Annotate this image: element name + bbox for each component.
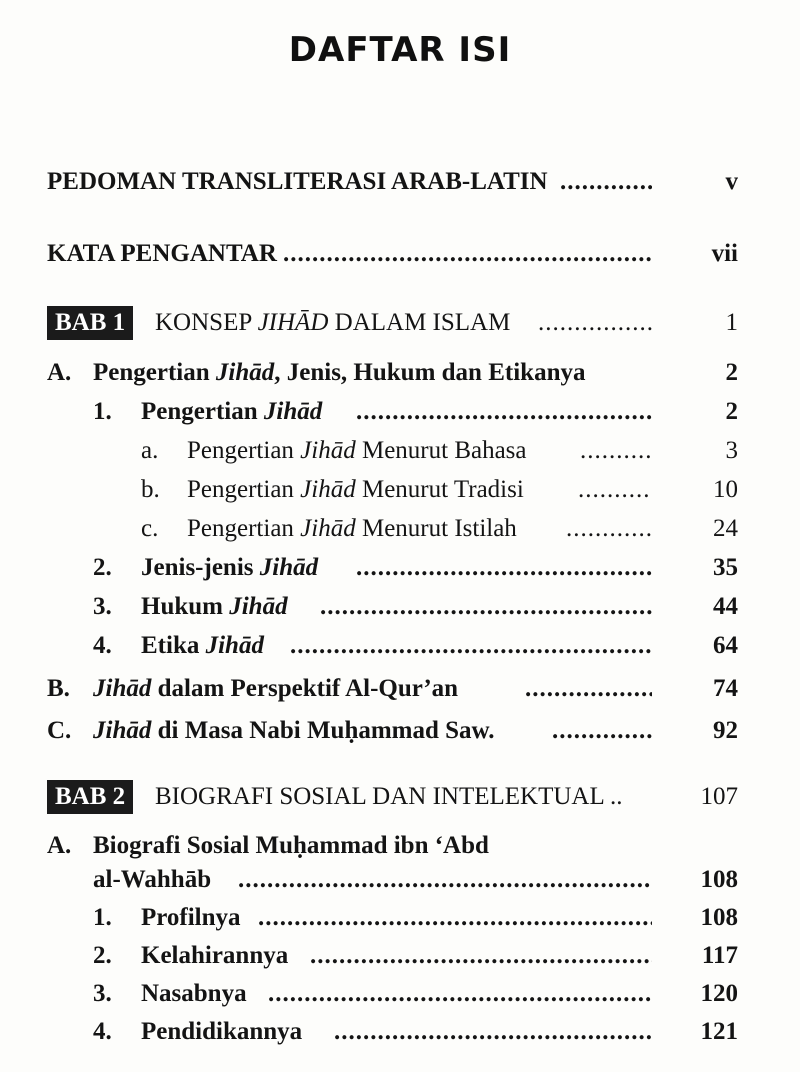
toc-section-a[interactable] [0,356,800,390]
dot-leader [334,1015,652,1049]
section-title: Profilnya [141,904,241,931]
toc-entry-transliteration[interactable] [0,165,800,199]
dot-leader [290,629,652,663]
section-title: Biografi Sosial Muḥammad ibn ‘Abd [93,832,489,859]
page-number: 108 [700,904,738,931]
toc-subsection-2-2[interactable] [0,939,800,973]
page-number: 121 [700,1018,738,1045]
dot-leader [310,939,652,973]
section-title: Pengertian Jihād, Jenis, Hukum dan Etikanya [93,359,586,386]
section-title: Pengertian Jihād Menurut Tradisi [187,476,524,503]
dot-leader [320,590,652,624]
toc-section-b[interactable] [0,672,800,706]
section-marker: A. [47,359,72,386]
dot-leader [566,512,652,546]
section-marker: C. [47,717,72,744]
page-number: 10 [713,476,738,503]
section-title: Pendidikannya [141,1018,303,1045]
section-title: Nasabnya [141,980,247,1007]
toc-chapter-2[interactable] [0,780,800,814]
page-number: 24 [713,515,738,542]
dot-leader [552,714,652,748]
section-marker: 3. [93,980,112,1007]
section-marker: B. [47,675,70,702]
dot-leader [580,434,652,468]
page-number: 117 [701,942,738,969]
page-number: vii [711,240,738,267]
toc-subsection-4[interactable] [0,629,800,663]
dot-leader [525,672,652,706]
page-number: 3 [725,437,738,464]
toc-chapter-1[interactable] [0,306,800,340]
section-title: Jihād dalam Perspektif Al-Qur’an [93,675,459,702]
toc-item-a[interactable] [0,434,800,468]
section-marker: 1. [93,904,112,931]
toc-section-a-2-continued[interactable] [0,863,800,897]
dot-leader [356,551,652,585]
section-title: Pengertian Jihād [141,398,323,425]
section-title-continuation: al-Wahhāb [93,866,212,893]
section-marker: 2. [93,554,112,581]
section-marker: 2. [93,942,112,969]
dot-leader [238,863,652,897]
page-number: v [725,168,738,195]
section-marker: 3. [93,593,112,620]
section-marker: 1. [93,398,112,425]
toc-entry-preface[interactable] [0,237,800,271]
dot-leader [268,977,652,1011]
page-number: 74 [713,675,738,702]
chapter-title: KONSEP JIHĀD DALAM ISLAM [155,309,511,336]
section-marker: 4. [93,632,112,659]
section-marker: b. [141,476,160,503]
toc-section-a-2[interactable] [0,829,800,863]
page-number: 107 [700,783,738,810]
entry-title: KATA PENGANTAR [47,240,277,267]
page-number: 64 [713,632,738,659]
toc-section-c[interactable] [0,714,800,748]
section-title: Hukum Jihād [141,593,288,620]
toc-subsection-1[interactable] [0,395,800,429]
toc-subsection-2-3[interactable] [0,977,800,1011]
chapter-badge: BAB 1 [47,306,133,340]
section-title: Pengertian Jihād Menurut Istilah [187,515,517,542]
section-title: Jenis-jenis Jihād [141,554,319,581]
section-title: Etika Jihād [141,632,264,659]
page-number: 92 [713,717,738,744]
dot-leader [258,901,652,935]
section-title: Pengertian Jihād Menurut Bahasa [187,437,527,464]
toc-item-c[interactable] [0,512,800,546]
page-number: 108 [700,866,738,893]
toc-item-b[interactable] [0,473,800,507]
section-title: Kelahirannya [141,942,289,969]
dot-leader [578,473,652,507]
page-number: 2 [725,398,738,425]
page-title: DAFTAR ISI [288,30,512,70]
page-number: 35 [713,554,738,581]
section-marker: 4. [93,1018,112,1045]
toc-subsection-3[interactable] [0,590,800,624]
section-marker: A. [47,832,72,859]
entry-title: PEDOMAN TRANSLITERASI ARAB-LATIN [47,168,548,195]
page-number: 120 [700,980,738,1007]
toc-subsection-2-4[interactable] [0,1015,800,1049]
dot-leader [560,165,652,199]
chapter-badge: BAB 2 [47,780,133,814]
section-title: Jihād di Masa Nabi Muḥammad Saw. [93,717,495,744]
dot-leader [356,395,652,429]
page-number: 2 [725,359,738,386]
chapter-title: BIOGRAFI SOSIAL DAN INTELEKTUAL .. [155,783,623,810]
dot-leader [538,306,652,340]
section-marker: a. [141,437,159,464]
dot-leader [283,237,652,271]
toc-subsection-2-1[interactable] [0,901,800,935]
page-number: 1 [725,309,738,336]
section-marker: c. [141,515,159,542]
page-number: 44 [713,593,738,620]
toc-subsection-2[interactable] [0,551,800,585]
